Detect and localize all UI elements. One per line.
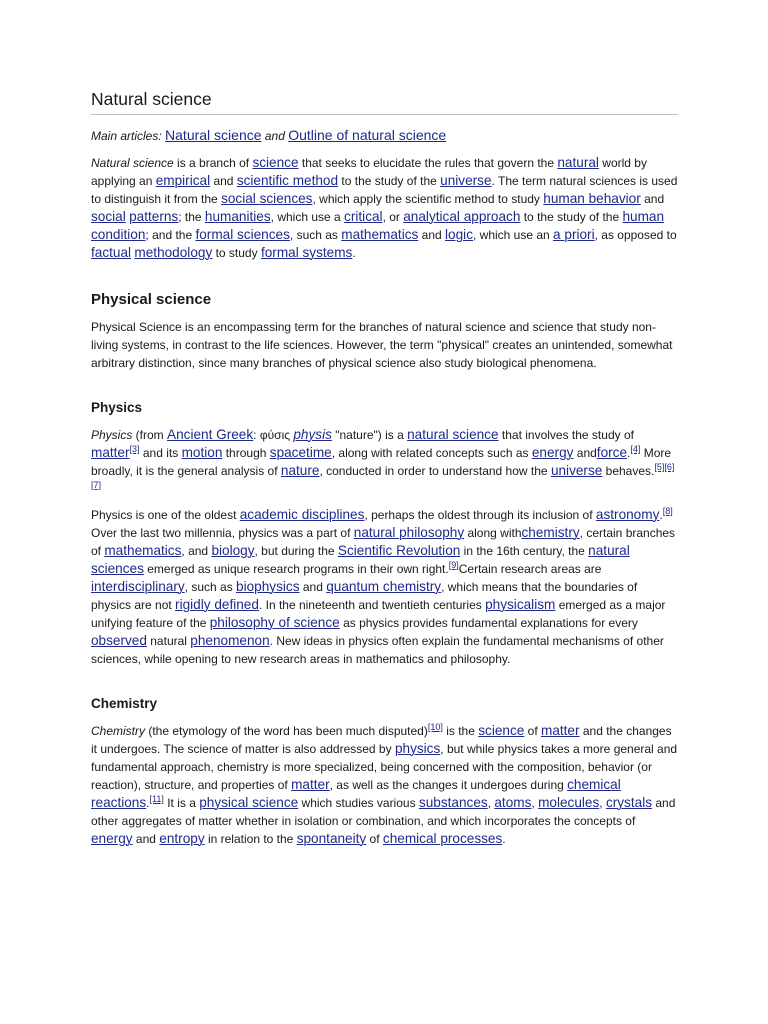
hatnote-prefix: Main articles: [91,129,166,143]
link-chemistry[interactable]: chemistry [521,525,580,540]
link-universe[interactable]: universe [440,173,492,188]
text-run: , such as [184,580,237,594]
text-run: Physical Science is an encompassing term for the branches of natural science and science that study non-living systems, in contrast to the life sciences. However, the term "physical" creates an unintended, somewhat arbitrary distinction, since many branches of physical science also study biological phenomena. [91,320,673,370]
reference-marker [130,444,140,454]
link-physical-science[interactable]: physical science [199,795,299,810]
text-run: , which apply the scientific method to study [312,192,544,206]
link-universe[interactable]: universe [550,463,603,478]
link-scientific-method[interactable]: scientific method [236,173,339,188]
text-run: , as opposed to [594,228,677,242]
reference-link[interactable]: [8] [662,506,673,516]
link-formal-systems[interactable]: formal systems [260,245,353,260]
text-run: . In the nineteenth and twentieth centuries [258,598,486,612]
text-run: world by applying an [91,156,647,188]
text-run: : φύσις [253,428,294,442]
text-run: , perhaps the oldest through its inclusion of [364,508,596,522]
link-quantum-chemistry[interactable]: quantum chemistry [326,579,442,594]
text-run: and [210,174,237,188]
link-energy[interactable]: energy [91,831,133,846]
text-run: It is a [163,796,200,810]
link-physics[interactable]: physics [394,741,441,756]
link-chemical-reactions[interactable]: chemical reactions [91,777,621,810]
link-matter[interactable]: matter [541,723,580,738]
text-run: , certain branches of [91,526,676,558]
chemistry-paragraph [91,722,678,848]
text-run: to the study of the [338,174,441,188]
link-science[interactable]: science [478,723,525,738]
reference-link[interactable]: [9] [448,560,459,570]
link-natural-sciences[interactable]: natural sciences [91,543,630,576]
text-run: . [627,446,631,460]
link-biophysics[interactable]: biophysics [236,579,300,594]
link-formal-sciences[interactable]: formal sciences [195,227,290,242]
link-outline-of-natural-science[interactable]: Outline of natural science [288,127,447,143]
link-force[interactable]: force [596,445,628,460]
text-run: along with [464,526,522,540]
text-run: and [132,832,160,846]
text-run: which studies various [298,796,419,810]
link-motion[interactable]: motion [181,445,223,460]
link-social-sciences[interactable]: social sciences [221,191,313,206]
physics-paragraph-2 [91,506,678,668]
text-run: that seeks to elucidate the rules that govern the [298,156,558,170]
text-run: , and [181,544,212,558]
text-run: ; and the [145,228,196,242]
hatnote [91,125,678,146]
text-run: , but while physics takes a more general and fundamental approach, chemistry is more specialized, being concerned with the composition, behavior (or reaction), structure, and properties of [91,742,678,792]
text-run: , [487,796,495,810]
link-physicalism[interactable]: physicalism [485,597,556,612]
link-matter[interactable]: matter [91,445,130,460]
text-run: of [524,724,541,738]
link-human-condition[interactable]: human condition [91,209,665,242]
italic-term: Chemistry [91,724,146,738]
link-academic-disciplines[interactable]: academic disciplines [239,507,365,522]
link-logic[interactable]: logic [445,227,473,242]
text-run: (the etymology of the word has been much disputed) [145,724,428,738]
text-run: and [640,192,665,206]
reference-marker [428,722,443,732]
link-science[interactable]: science [252,155,299,170]
link-patterns[interactable]: patterns [129,209,179,224]
link-natural-science[interactable]: Natural science [165,127,262,143]
text-run: as physics provides fundamental explanations for every [339,616,638,630]
link-factual[interactable]: factual [91,245,132,260]
link-energy[interactable]: energy [531,445,574,460]
text-run: is a branch of [173,156,253,170]
physics-paragraph-1 [91,426,678,498]
section-heading-physics: Physics [91,400,143,415]
text-run: . The term natural sciences is used to distinguish it from the [91,174,678,206]
intro-paragraph [91,154,678,262]
reference-link[interactable]: [11] [149,794,164,804]
reference-link[interactable]: [4] [630,444,641,454]
text-run: More broadly, it is the general analysis of [91,446,672,478]
reference-marker [150,794,164,804]
link-nature[interactable]: nature [280,463,320,478]
hatnote-and: and [261,129,289,143]
link-atoms[interactable]: atoms [494,795,532,810]
text-run: is the [442,724,479,738]
italic-term: Natural science [91,156,174,170]
link-natural[interactable]: natural [557,155,599,170]
link-biology[interactable]: biology [211,543,255,558]
text-run: Certain research areas are [458,562,602,576]
text-run: emerged as a major unifying feature of the [91,598,666,630]
text-run: behaves. [602,464,655,478]
link-critical[interactable]: critical [344,209,383,224]
link-interdisciplinary[interactable]: interdisciplinary [91,579,185,594]
text-run: and [299,580,327,594]
text-run: that involves the study of [498,428,634,442]
link-observed[interactable]: observed [91,633,147,648]
link-spacetime[interactable]: spacetime [269,445,332,460]
text-run: . [352,246,356,260]
link-astronomy[interactable]: astronomy [595,507,660,522]
text-run: . [146,796,150,810]
text-run: and [573,446,597,460]
text-run: emerged as unique research programs in their own right. [143,562,449,576]
text-run: , or [382,210,404,224]
text-run: , but during the [254,544,338,558]
link-empirical[interactable]: empirical [155,173,211,188]
link-methodology[interactable]: methodology [134,245,213,260]
link-philosophy-of-science[interactable]: philosophy of science [209,615,340,630]
text-run: . [502,832,506,846]
text-run: . [659,508,663,522]
link-crystals[interactable]: crystals [605,795,653,810]
physical-science-paragraph [91,318,678,372]
text-run: Over the last two millennia, physics was a part of [91,526,354,540]
reference-marker [630,444,640,454]
reference-link[interactable]: [3] [129,444,140,454]
link-matter[interactable]: matter [291,777,330,792]
text-run: and its [139,446,182,460]
section-heading-chemistry: Chemistry [91,696,158,711]
link-substances[interactable]: substances [418,795,488,810]
text-run: , conducted in order to understand how the [319,464,551,478]
text-run: to study [212,246,261,260]
link-chemical-processes[interactable]: chemical processes [382,831,503,846]
text-run: of [366,832,383,846]
text-run: through [222,446,270,460]
link-mathematics[interactable]: mathematics [104,543,182,558]
text-run: (from [132,428,168,442]
link-social[interactable]: social [91,209,126,224]
link-phenomenon[interactable]: phenomenon [190,633,270,648]
link-scientific-revolution[interactable]: Scientific Revolution [337,543,461,558]
text-run: , as well as the changes it undergoes during [329,778,568,792]
text-run: and other aggregates of matter whether in isolation or combination, and which incorporates the concepts of [91,796,676,828]
text-run: ; the [178,210,205,224]
reference-marker [663,506,673,516]
link-natural-philosophy[interactable]: natural philosophy [353,525,465,540]
text-run: , along with related concepts such as [331,446,532,460]
link-entropy[interactable]: entropy [159,831,205,846]
text-run: and the changes it undergoes. The science of matter is also addressed by [91,724,672,756]
text-run: , which use an [473,228,554,242]
link-ancient-greek[interactable]: Ancient Greek [167,427,254,442]
italic-term: Physics [91,428,133,442]
section-heading-physical-science: Physical science [91,291,212,308]
link-humanities[interactable]: humanities [204,209,271,224]
reference-marker [449,560,459,570]
text-run: , which means that the boundaries of physics are not [91,580,638,612]
link-spontaneity[interactable]: spontaneity [296,831,367,846]
link-human-behavior[interactable]: human behavior [543,191,641,206]
link-mathematics[interactable]: mathematics [341,227,419,242]
reference-link[interactable]: [10] [427,722,443,732]
link-rigidly-defined[interactable]: rigidly defined [175,597,259,612]
text-run: in relation to the [204,832,297,846]
text-run: "nature") is a [331,428,408,442]
text-run: and [418,228,446,242]
link-molecules[interactable]: molecules [538,795,600,810]
link-analytical-approach[interactable]: analytical approach [403,209,521,224]
text-run: to the study of the [520,210,623,224]
text-run: , [599,796,606,810]
text-run: , which use a [270,210,345,224]
text-run: . New ideas in physics often explain the fundamental mechanisms of other sciences, while opening to new research areas in mathematics and philosophy. [91,634,664,666]
reference-link[interactable]: [5][6][7] [91,462,675,490]
text-run: , such as [289,228,342,242]
link-physis[interactable]: physis [293,427,332,442]
text-run: Physics is one of the oldest [91,508,240,522]
text-run: natural [146,634,191,648]
page-title: Natural science [91,88,678,115]
link-a-priori[interactable]: a priori [553,227,595,242]
text-run: in the 16th century, the [460,544,589,558]
link-natural-science[interactable]: natural science [407,427,499,442]
text-run: , [531,796,539,810]
